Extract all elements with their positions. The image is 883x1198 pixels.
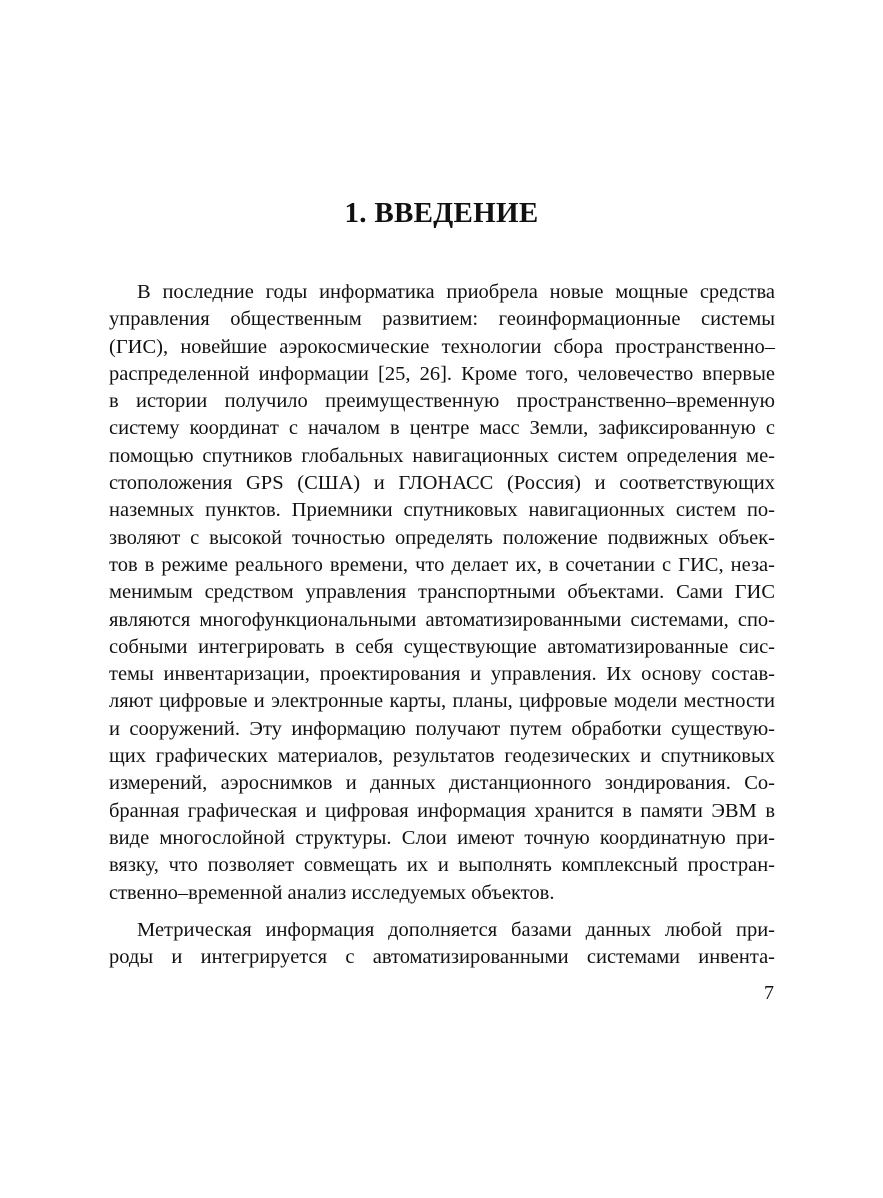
text-line: являются многофункциональными автоматизированными системами, спо- [109,608,775,631]
text-line: ственно–временной анализ исследуемых объектов. [109,881,555,904]
text-line: управления общественным развитием: геоинформационные системы [109,308,775,331]
text-line: виде многослойной структуры. Слои имеют точную координатную при- [109,826,775,849]
paragraph [109,279,775,907]
text-line: Метрическая информация дополняется базами данных любой при- [137,918,775,941]
text-line: помощью спутников глобальных навигационных систем определения ме- [109,444,775,467]
text-line: распределенной информации [25, 26]. Кроме того, человечество впервые [109,362,775,385]
text-line: вязку, что позволяет совмещать их и выполнять комплексный простран- [109,854,775,877]
text-line: ляют цифровые и электронные карты, планы, цифровые модели местности [109,690,775,713]
text-line: в истории получило преимущественную пространственно–временную [109,390,775,413]
text-line: собными интегрировать в себя существующие автоматизированные сис- [109,635,775,658]
chapter-heading: 1. ВВЕДЕНИЕ [344,197,539,229]
page-number: 7 [764,982,774,1004]
text-line: щих графических материалов, результатов геодезических и спутниковых [109,745,775,768]
text-line: В последние годы информатика приобрела новые мощные средства [137,281,775,303]
text-line: стоположения GPS (США) и ГЛОНАСС (Россия) и соответствующих [109,472,775,495]
text-line: измерений, аэроснимков и данных дистанционного зондирования. Со- [109,772,775,795]
text-line: бранная графическая и цифровая информация хранится в памяти ЭВМ в [109,799,775,822]
text-line: тов в режиме реального времени, что делает их, в сочетании с ГИС, неза- [109,553,775,576]
body-text [109,279,775,981]
paragraph [109,917,775,972]
text-line: (ГИС), новейшие аэрокосмические технологии сбора пространственно– [109,335,775,358]
text-line: роды и интегрируется с автоматизированными системами инвента- [109,946,775,969]
text-line: и сооружений. Эту информацию получают путем обработки существую- [109,717,775,740]
text-line: систему координат с началом в центре масс Земли, зафиксированную с [109,417,775,440]
text-line: темы инвентаризации, проектирования и управления. Их основу состав- [109,663,775,686]
text-line: наземных пунктов. Приемники спутниковых навигационных систем по- [109,499,775,522]
text-line: менимым средством управления транспортными объектами. Сами ГИС [109,581,775,604]
text-line: зволяют с высокой точностью определять положение подвижных объек- [109,526,775,549]
